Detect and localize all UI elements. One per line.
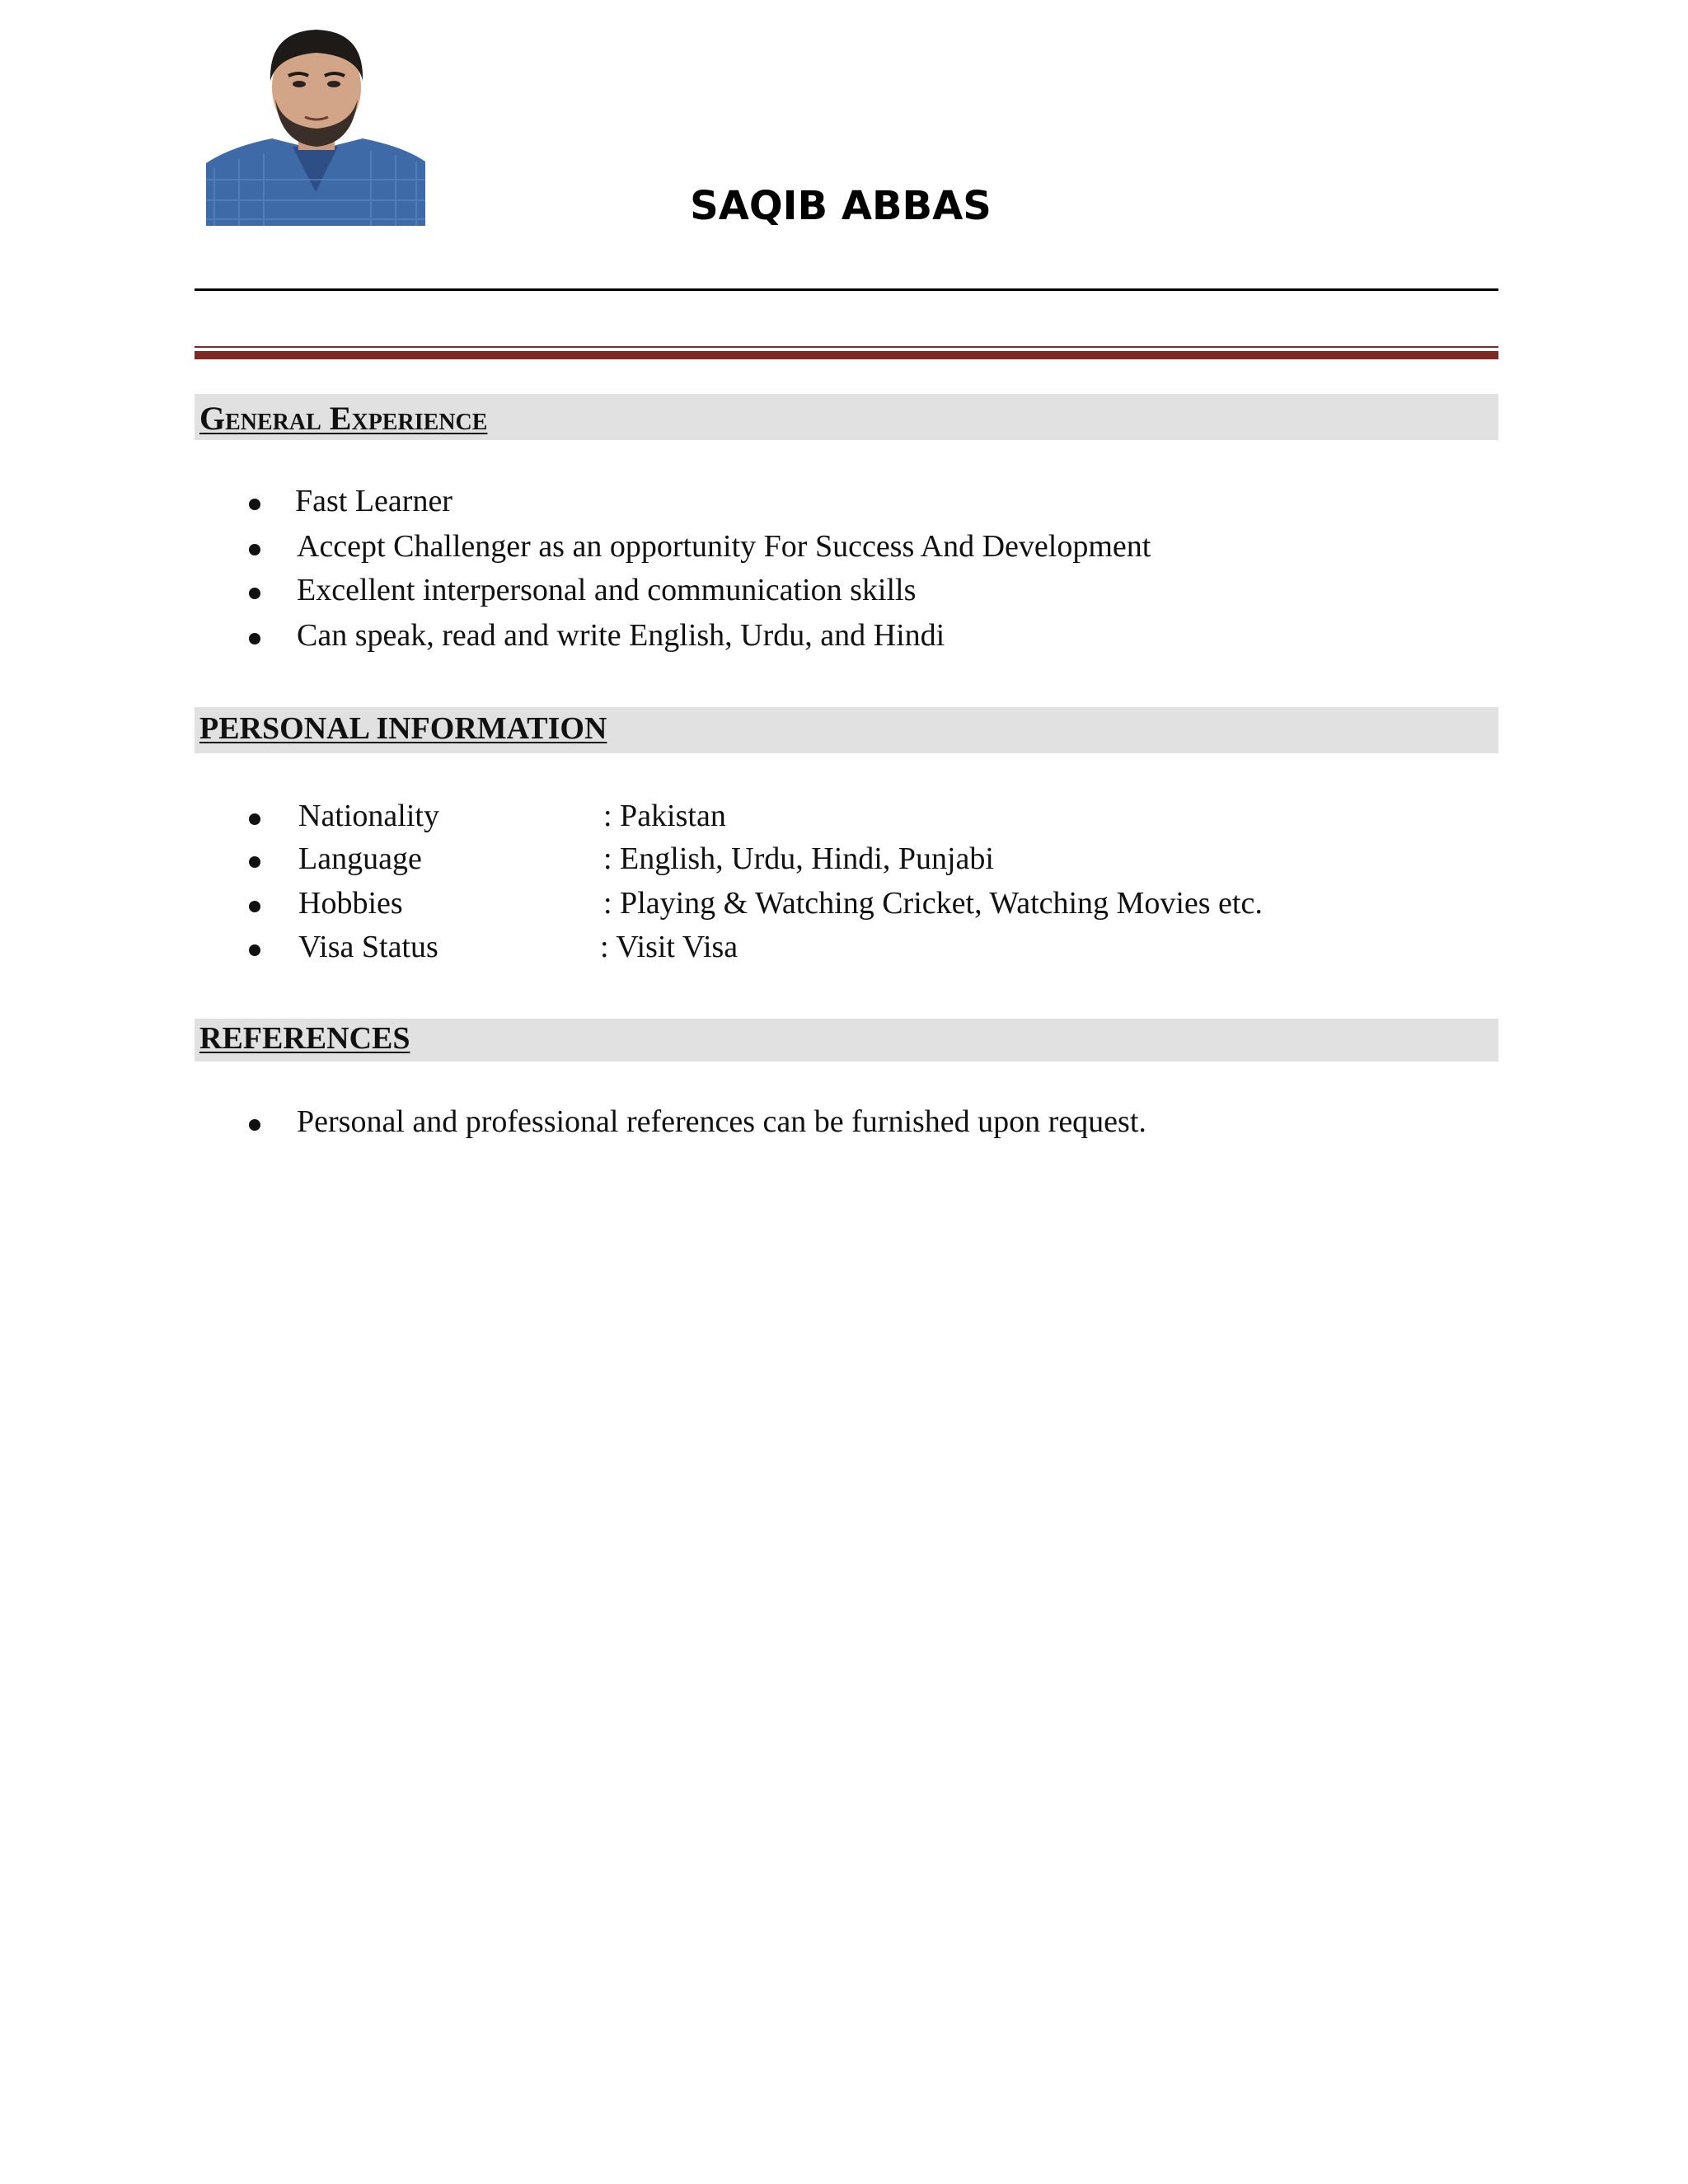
section-title: General Experience — [199, 400, 488, 437]
list-item: Excellent interpersonal and communication skills — [0, 572, 1688, 613]
info-row-nationality: Nationality : Pakistan — [0, 798, 1688, 839]
bullet-icon — [249, 1119, 260, 1131]
list-item: Accept Challenger as an opportunity For Success And Development — [0, 528, 1688, 569]
list-item: Personal and professional references can be furnished upon request. — [0, 1104, 1688, 1145]
list-item: Can speak, read and write English, Urdu, and Hindi — [0, 617, 1688, 658]
info-row-hobbies: Hobbies : Playing & Watching Cricket, Watching Movies etc. — [0, 885, 1688, 926]
bullet-icon — [249, 499, 260, 510]
bullet-icon — [249, 544, 260, 555]
bullet-icon — [249, 856, 260, 868]
list-item: Fast Learner — [0, 483, 1688, 524]
section-title: REFERENCES — [199, 1021, 410, 1056]
candidate-name: SAQIB ABBAS — [690, 183, 992, 229]
profile-photo — [206, 23, 425, 226]
section-references — [195, 1019, 1498, 1062]
section-general-experience — [195, 394, 1498, 440]
accent-rule-thick — [195, 351, 1498, 359]
accent-rule-thin — [195, 346, 1498, 348]
section-personal-information — [195, 707, 1498, 753]
bullet-icon — [249, 944, 260, 956]
info-row-visa-status: Visa Status : Visit Visa — [0, 929, 1688, 970]
bullet-icon — [249, 633, 260, 644]
header-divider — [195, 288, 1498, 291]
bullet-icon — [249, 588, 260, 599]
bullet-icon — [249, 813, 260, 825]
section-title: PERSONAL INFORMATION — [199, 711, 607, 746]
bullet-icon — [249, 901, 260, 912]
info-row-language: Language : English, Urdu, Hindi, Punjabi — [0, 841, 1688, 882]
